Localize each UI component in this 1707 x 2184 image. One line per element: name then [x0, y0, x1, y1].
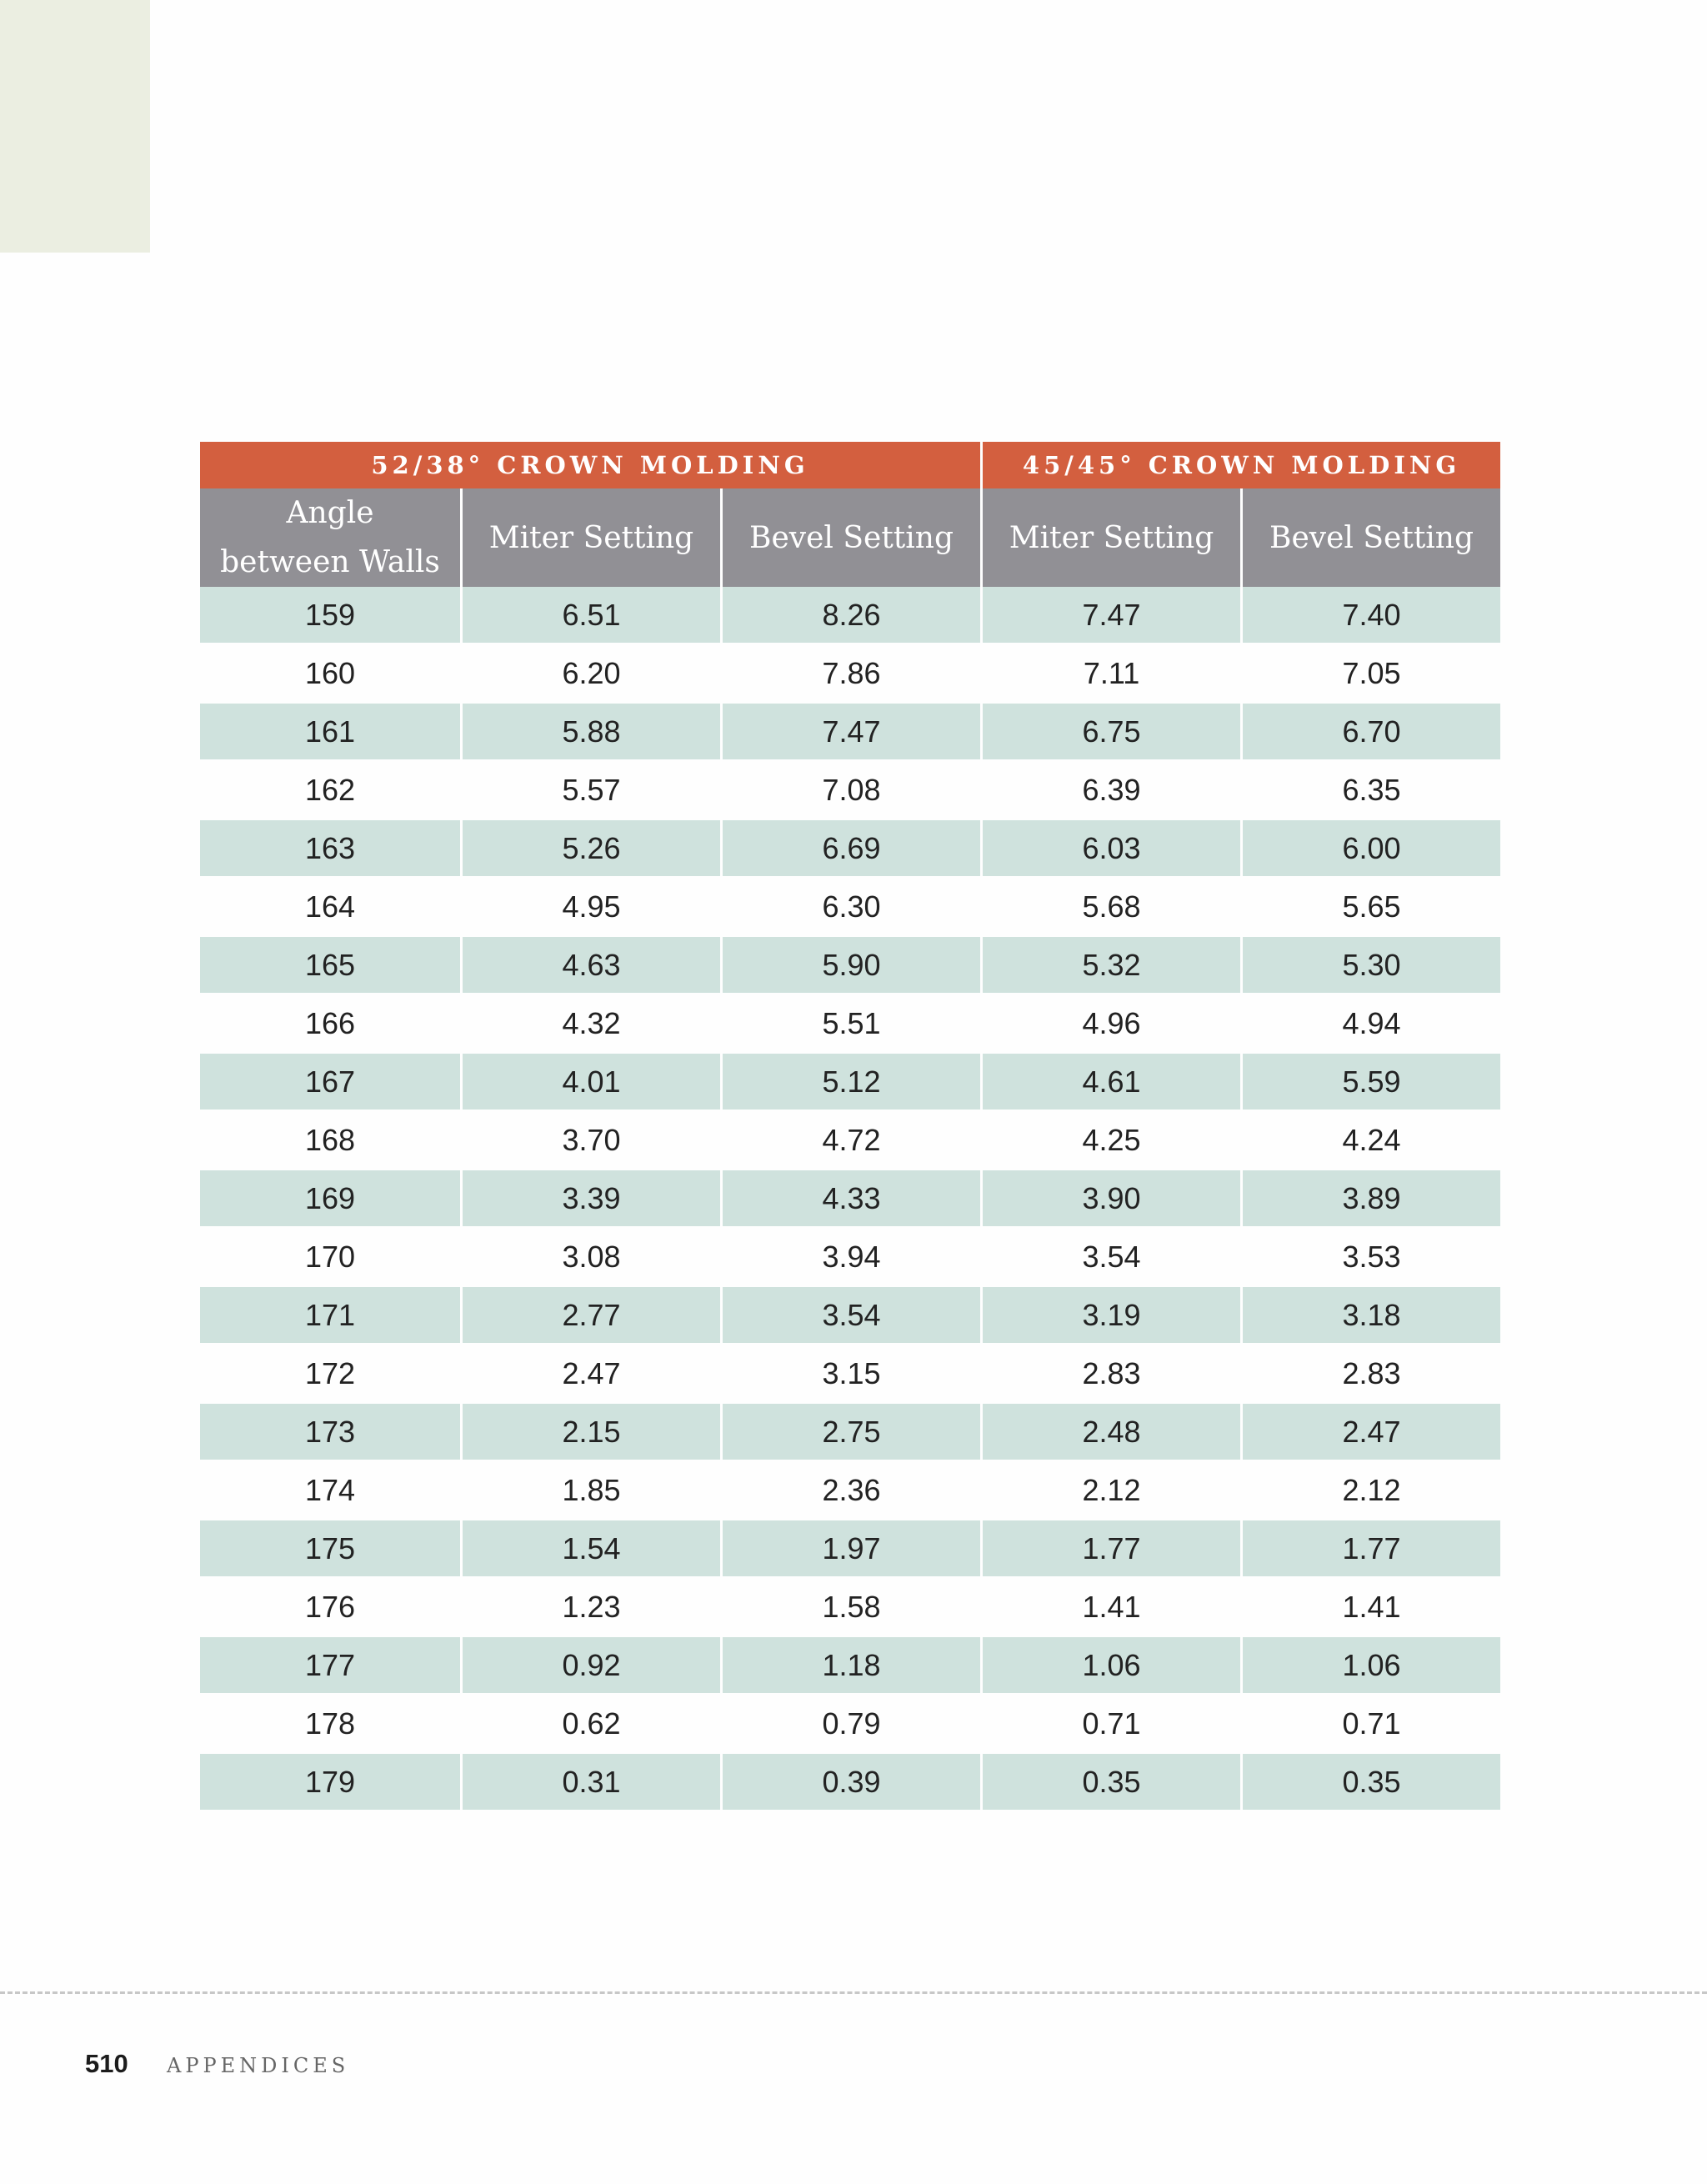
angle-cell: 173	[200, 1404, 460, 1462]
table-row	[200, 704, 1500, 762]
miter-52-cell: 3.39	[460, 1170, 720, 1229]
column-header-angle-line1: Angle	[286, 496, 374, 530]
bevel-45-cell: 3.18	[1240, 1287, 1500, 1345]
miter-52-cell: 2.15	[460, 1404, 720, 1462]
bevel-45-cell: 7.05	[1240, 645, 1500, 704]
bevel-52-cell: 5.51	[720, 995, 980, 1054]
bevel-45-cell: 1.77	[1240, 1520, 1500, 1579]
bevel-52-cell: 2.36	[720, 1462, 980, 1520]
bevel-52-cell: 6.30	[720, 879, 980, 937]
miter-45-cell: 5.32	[980, 937, 1240, 995]
miter-45-cell: 2.48	[980, 1404, 1240, 1462]
angle-cell: 162	[200, 762, 460, 820]
bevel-45-cell: 7.40	[1240, 587, 1500, 645]
bevel-45-cell: 5.65	[1240, 879, 1500, 937]
angle-cell: 164	[200, 879, 460, 937]
bevel-45-cell: 5.59	[1240, 1054, 1500, 1112]
crown-molding-table-container	[200, 442, 1500, 1812]
footer-divider	[0, 1991, 1707, 1994]
miter-52-cell: 2.47	[460, 1345, 720, 1404]
column-header-miter-52: Miter Setting	[460, 488, 720, 587]
angle-cell: 163	[200, 820, 460, 879]
corner-decoration-block	[0, 0, 150, 253]
section-name: APPENDICES	[167, 2054, 350, 2077]
angle-cell: 174	[200, 1462, 460, 1520]
table-body	[200, 587, 1500, 1812]
angle-cell: 160	[200, 645, 460, 704]
bevel-52-cell: 5.90	[720, 937, 980, 995]
bevel-45-cell: 6.35	[1240, 762, 1500, 820]
column-header-angle	[200, 488, 460, 587]
bevel-52-cell: 1.18	[720, 1637, 980, 1696]
table-row	[200, 995, 1500, 1054]
table-row	[200, 1170, 1500, 1229]
miter-52-cell: 4.95	[460, 879, 720, 937]
miter-52-cell: 6.20	[460, 645, 720, 704]
angle-cell: 176	[200, 1579, 460, 1637]
angle-cell: 175	[200, 1520, 460, 1579]
miter-52-cell: 4.01	[460, 1054, 720, 1112]
bevel-52-cell: 4.33	[720, 1170, 980, 1229]
bevel-52-cell: 4.72	[720, 1112, 980, 1170]
bevel-45-cell: 4.24	[1240, 1112, 1500, 1170]
miter-45-cell: 2.12	[980, 1462, 1240, 1520]
table-row	[200, 1287, 1500, 1345]
bevel-52-cell: 3.15	[720, 1345, 980, 1404]
crown-molding-table	[200, 442, 1500, 1812]
angle-cell: 169	[200, 1170, 460, 1229]
bevel-45-cell: 2.47	[1240, 1404, 1500, 1462]
bevel-45-cell: 6.00	[1240, 820, 1500, 879]
bevel-52-cell: 7.47	[720, 704, 980, 762]
miter-52-cell: 3.70	[460, 1112, 720, 1170]
miter-52-cell: 2.77	[460, 1287, 720, 1345]
column-header-angle-line2: between Walls	[220, 545, 440, 579]
miter-45-cell: 1.77	[980, 1520, 1240, 1579]
table-row	[200, 1637, 1500, 1696]
angle-cell: 167	[200, 1054, 460, 1112]
table-row	[200, 879, 1500, 937]
bevel-45-cell: 1.41	[1240, 1579, 1500, 1637]
table-row	[200, 1520, 1500, 1579]
bevel-52-cell: 1.58	[720, 1579, 980, 1637]
table-row	[200, 937, 1500, 995]
table-row	[200, 1345, 1500, 1404]
miter-45-cell: 7.11	[980, 645, 1240, 704]
miter-52-cell: 5.26	[460, 820, 720, 879]
bevel-52-cell: 5.12	[720, 1054, 980, 1112]
table-row	[200, 762, 1500, 820]
miter-45-cell: 0.71	[980, 1696, 1240, 1754]
miter-45-cell: 6.03	[980, 820, 1240, 879]
bevel-45-cell: 3.53	[1240, 1229, 1500, 1287]
miter-45-cell: 4.61	[980, 1054, 1240, 1112]
miter-52-cell: 4.32	[460, 995, 720, 1054]
table-row	[200, 1696, 1500, 1754]
miter-45-cell: 0.35	[980, 1754, 1240, 1812]
group-header-52-38: 52/38° CROWN MOLDING	[200, 442, 980, 488]
miter-52-cell: 5.57	[460, 762, 720, 820]
bevel-52-cell: 6.69	[720, 820, 980, 879]
bevel-45-cell: 0.35	[1240, 1754, 1500, 1812]
bevel-52-cell: 3.94	[720, 1229, 980, 1287]
column-header-row	[200, 488, 1500, 587]
table-row	[200, 1112, 1500, 1170]
bevel-52-cell: 0.79	[720, 1696, 980, 1754]
miter-52-cell: 0.31	[460, 1754, 720, 1812]
angle-cell: 170	[200, 1229, 460, 1287]
miter-52-cell: 3.08	[460, 1229, 720, 1287]
angle-cell: 166	[200, 995, 460, 1054]
page-number: 510	[85, 2049, 128, 2078]
bevel-45-cell: 2.12	[1240, 1462, 1500, 1520]
angle-cell: 168	[200, 1112, 460, 1170]
miter-52-cell: 6.51	[460, 587, 720, 645]
bevel-45-cell: 3.89	[1240, 1170, 1500, 1229]
group-header-45-45: 45/45° CROWN MOLDING	[980, 442, 1500, 488]
miter-45-cell: 1.41	[980, 1579, 1240, 1637]
miter-45-cell: 1.06	[980, 1637, 1240, 1696]
angle-cell: 161	[200, 704, 460, 762]
miter-52-cell: 0.62	[460, 1696, 720, 1754]
miter-52-cell: 1.85	[460, 1462, 720, 1520]
bevel-52-cell: 3.54	[720, 1287, 980, 1345]
table-row	[200, 820, 1500, 879]
miter-45-cell: 3.54	[980, 1229, 1240, 1287]
angle-cell: 171	[200, 1287, 460, 1345]
bevel-45-cell: 5.30	[1240, 937, 1500, 995]
miter-52-cell: 1.23	[460, 1579, 720, 1637]
table-row	[200, 1462, 1500, 1520]
table-row	[200, 1754, 1500, 1812]
miter-52-cell: 4.63	[460, 937, 720, 995]
angle-cell: 165	[200, 937, 460, 995]
table-row	[200, 1404, 1500, 1462]
bevel-52-cell: 0.39	[720, 1754, 980, 1812]
bevel-45-cell: 1.06	[1240, 1637, 1500, 1696]
angle-cell: 178	[200, 1696, 460, 1754]
angle-cell: 172	[200, 1345, 460, 1404]
table-row	[200, 1579, 1500, 1637]
group-header-row	[200, 442, 1500, 488]
bevel-52-cell: 7.86	[720, 645, 980, 704]
miter-45-cell: 3.90	[980, 1170, 1240, 1229]
column-header-bevel-45: Bevel Setting	[1240, 488, 1500, 587]
bevel-45-cell: 4.94	[1240, 995, 1500, 1054]
angle-cell: 179	[200, 1754, 460, 1812]
angle-cell: 177	[200, 1637, 460, 1696]
miter-52-cell: 5.88	[460, 704, 720, 762]
miter-52-cell: 0.92	[460, 1637, 720, 1696]
miter-45-cell: 4.25	[980, 1112, 1240, 1170]
bevel-52-cell: 1.97	[720, 1520, 980, 1579]
bevel-52-cell: 7.08	[720, 762, 980, 820]
miter-45-cell: 6.39	[980, 762, 1240, 820]
miter-52-cell: 1.54	[460, 1520, 720, 1579]
miter-45-cell: 3.19	[980, 1287, 1240, 1345]
bevel-45-cell: 6.70	[1240, 704, 1500, 762]
column-header-miter-45: Miter Setting	[980, 488, 1240, 587]
table-row	[200, 1054, 1500, 1112]
table-row	[200, 1229, 1500, 1287]
miter-45-cell: 7.47	[980, 587, 1240, 645]
bevel-45-cell: 0.71	[1240, 1696, 1500, 1754]
miter-45-cell: 4.96	[980, 995, 1240, 1054]
angle-cell: 159	[200, 587, 460, 645]
miter-45-cell: 2.83	[980, 1345, 1240, 1404]
column-header-bevel-52: Bevel Setting	[720, 488, 980, 587]
bevel-52-cell: 2.75	[720, 1404, 980, 1462]
miter-45-cell: 5.68	[980, 879, 1240, 937]
miter-45-cell: 6.75	[980, 704, 1240, 762]
bevel-45-cell: 2.83	[1240, 1345, 1500, 1404]
table-row	[200, 645, 1500, 704]
table-row	[200, 587, 1500, 645]
bevel-52-cell: 8.26	[720, 587, 980, 645]
